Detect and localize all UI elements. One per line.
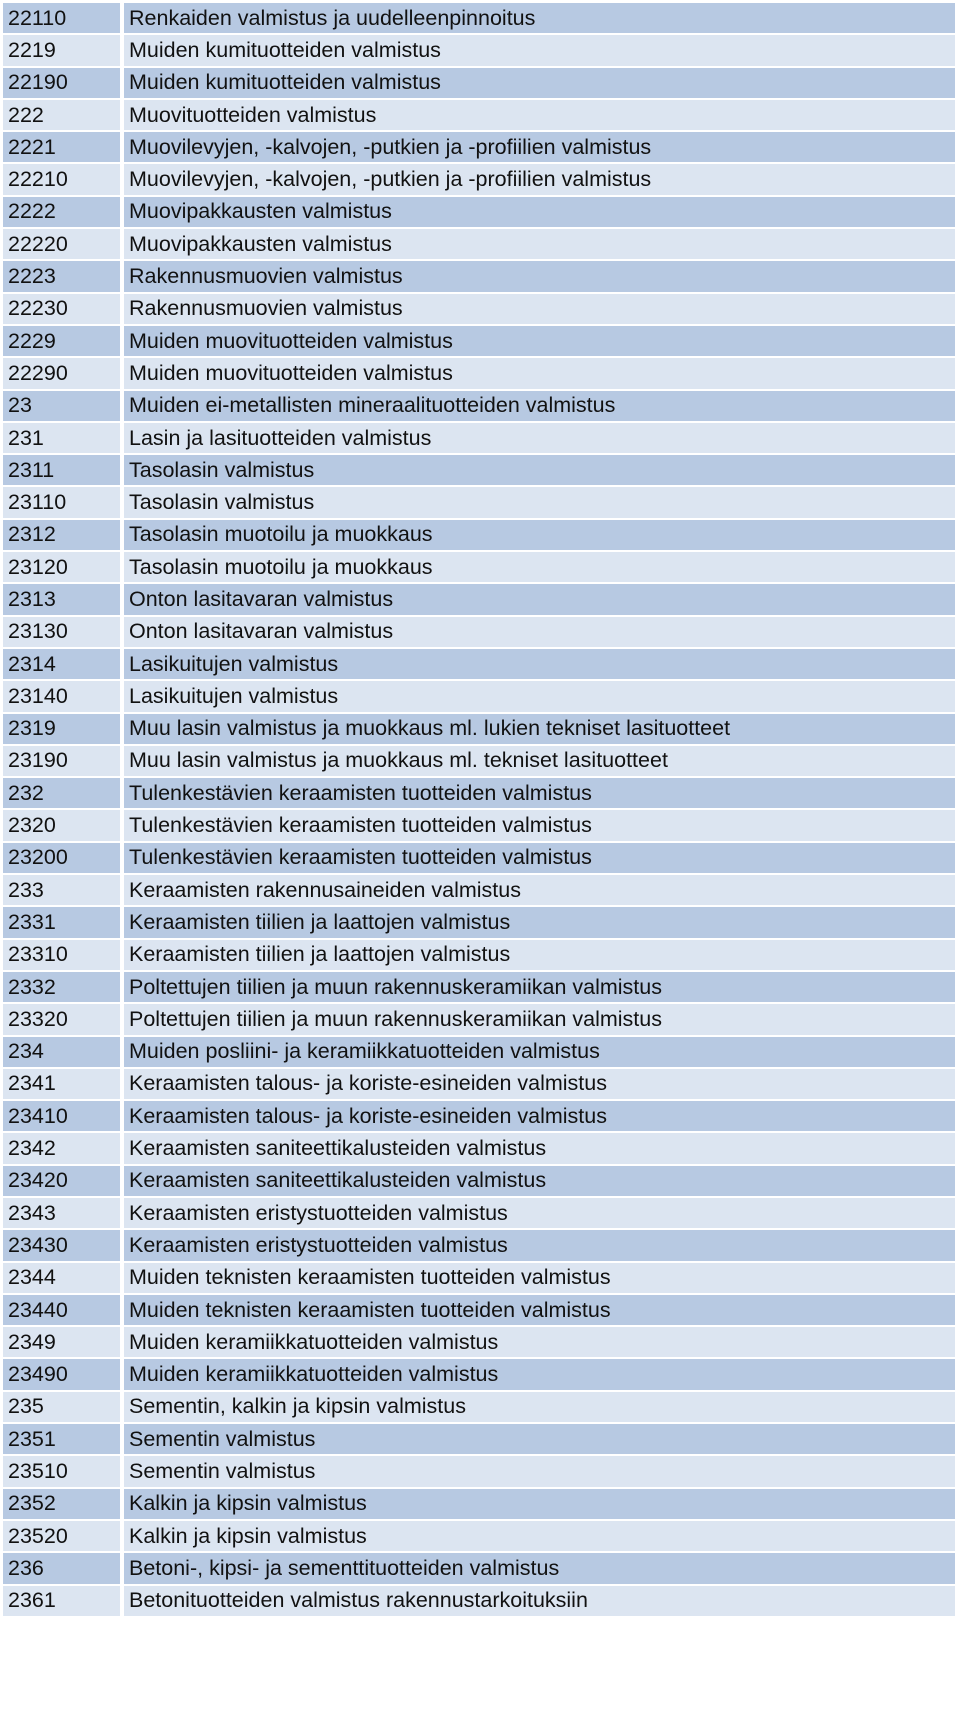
industry-description-cell: Muiden teknisten keraamisten tuotteiden valmistus [124,1263,955,1295]
industry-description-cell: Renkaiden valmistus ja uudelleenpinnoitus [124,3,955,35]
industry-code-cell: 2219 [3,35,124,67]
industry-code-cell: 2229 [3,326,124,358]
table-row [3,164,955,196]
industry-description-cell: Onton lasitavaran valmistus [124,617,955,649]
industry-description-cell: Keraamisten talous- ja koriste-esineiden valmistus [124,1069,955,1101]
industry-description-cell: Muiden muovituotteiden valmistus [124,358,955,390]
industry-code-cell: 23510 [3,1456,124,1488]
table-row [3,1295,955,1327]
table-row [3,972,955,1004]
industry-code-cell: 231 [3,423,124,455]
table-row [3,487,955,519]
industry-description-cell: Keraamisten tiilien ja laattojen valmistus [124,940,955,972]
table-row [3,1198,955,1230]
industry-code-cell: 23 [3,391,124,423]
industry-description-cell: Tasolasin muotoilu ja muokkaus [124,520,955,552]
table-row [3,1133,955,1165]
industry-code-cell: 235 [3,1392,124,1424]
industry-code-cell: 234 [3,1037,124,1069]
table-row [3,1456,955,1488]
table-row [3,875,955,907]
industry-description-cell: Tasolasin valmistus [124,455,955,487]
industry-description-cell: Muovituotteiden valmistus [124,100,955,132]
industry-code-cell: 22290 [3,358,124,390]
industry-description-cell: Tulenkestävien keraamisten tuotteiden valmistus [124,778,955,810]
table-row [3,35,955,67]
industry-code-cell: 23130 [3,617,124,649]
industry-description-cell: Keraamisten saniteettikalusteiden valmistus [124,1133,955,1165]
table-row [3,1359,955,1391]
industry-description-cell: Betoni-, kipsi- ja sementtituotteiden valmistus [124,1553,955,1585]
industry-code-table [3,3,955,1618]
industry-description-cell: Lasikuitujen valmistus [124,681,955,713]
table-row [3,843,955,875]
industry-code-cell: 2311 [3,455,124,487]
table-row [3,1489,955,1521]
industry-code-cell: 23200 [3,843,124,875]
industry-description-cell: Poltettujen tiilien ja muun rakennuskeramiikan valmistus [124,1004,955,1036]
industry-code-cell: 2221 [3,132,124,164]
table-row [3,1586,955,1618]
industry-description-cell: Muiden ei-metallisten mineraalituotteiden valmistus [124,391,955,423]
industry-code-cell: 23110 [3,487,124,519]
table-row [3,358,955,390]
table-row [3,294,955,326]
industry-code-cell: 23430 [3,1230,124,1262]
industry-description-cell: Lasin ja lasituotteiden valmistus [124,423,955,455]
industry-description-cell: Rakennusmuovien valmistus [124,261,955,293]
industry-description-cell: Muovipakkausten valmistus [124,197,955,229]
industry-code-cell: 2312 [3,520,124,552]
table-row [3,552,955,584]
industry-description-cell: Tasolasin muotoilu ja muokkaus [124,552,955,584]
industry-code-cell: 2320 [3,810,124,842]
table-row [3,455,955,487]
industry-code-cell: 22220 [3,229,124,261]
table-row [3,197,955,229]
industry-code-cell: 2352 [3,1489,124,1521]
industry-code-cell: 22210 [3,164,124,196]
table-row [3,940,955,972]
table-row [3,1069,955,1101]
industry-code-cell: 23190 [3,746,124,778]
industry-description-cell: Muu lasin valmistus ja muokkaus ml. lukien tekniset lasituotteet [124,714,955,746]
table-row [3,681,955,713]
table-row [3,326,955,358]
industry-description-cell: Muiden muovituotteiden valmistus [124,326,955,358]
industry-code-cell: 2331 [3,907,124,939]
industry-code-cell: 23410 [3,1101,124,1133]
industry-code-cell: 2332 [3,972,124,1004]
industry-code-cell: 22110 [3,3,124,35]
industry-description-cell: Muiden kumituotteiden valmistus [124,35,955,67]
industry-description-cell: Keraamisten eristystuotteiden valmistus [124,1198,955,1230]
industry-description-cell: Muu lasin valmistus ja muokkaus ml. tekniset lasituotteet [124,746,955,778]
industry-code-cell: 2342 [3,1133,124,1165]
industry-description-cell: Rakennusmuovien valmistus [124,294,955,326]
industry-description-cell: Betonituotteiden valmistus rakennustarkoituksiin [124,1586,955,1618]
industry-code-cell: 2361 [3,1586,124,1618]
industry-description-cell: Muiden teknisten keraamisten tuotteiden valmistus [124,1295,955,1327]
industry-description-cell: Muovipakkausten valmistus [124,229,955,261]
industry-description-cell: Tulenkestävien keraamisten tuotteiden valmistus [124,843,955,875]
industry-code-cell: 222 [3,100,124,132]
industry-code-cell: 22190 [3,68,124,100]
industry-description-cell: Tasolasin valmistus [124,487,955,519]
table-row [3,778,955,810]
table-row [3,1521,955,1553]
table-row [3,1166,955,1198]
industry-code-cell: 236 [3,1553,124,1585]
table-row [3,649,955,681]
industry-description-cell: Muovilevyjen, -kalvojen, -putkien ja -profiilien valmistus [124,132,955,164]
table-row [3,810,955,842]
industry-code-cell: 23440 [3,1295,124,1327]
industry-code-cell: 23520 [3,1521,124,1553]
industry-description-cell: Poltettujen tiilien ja muun rakennuskeramiikan valmistus [124,972,955,1004]
industry-code-cell: 2313 [3,584,124,616]
industry-description-cell: Muovilevyjen, -kalvojen, -putkien ja -profiilien valmistus [124,164,955,196]
industry-description-cell: Sementin valmistus [124,1456,955,1488]
industry-description-cell: Sementin valmistus [124,1424,955,1456]
industry-description-cell: Kalkin ja kipsin valmistus [124,1489,955,1521]
industry-code-cell: 2344 [3,1263,124,1295]
industry-code-cell: 23310 [3,940,124,972]
table-row [3,1424,955,1456]
industry-description-cell: Muiden kumituotteiden valmistus [124,68,955,100]
table-row [3,1392,955,1424]
table-row [3,746,955,778]
industry-code-cell: 233 [3,875,124,907]
industry-code-cell: 23320 [3,1004,124,1036]
table-row [3,584,955,616]
industry-code-cell: 2341 [3,1069,124,1101]
industry-code-cell: 23490 [3,1359,124,1391]
industry-code-cell: 2222 [3,197,124,229]
table-row [3,1263,955,1295]
table-row [3,68,955,100]
table-row [3,3,955,35]
table-row [3,132,955,164]
industry-code-cell: 2319 [3,714,124,746]
table-row [3,1101,955,1133]
industry-code-cell: 2223 [3,261,124,293]
table-row [3,1327,955,1359]
industry-description-cell: Keraamisten tiilien ja laattojen valmistus [124,907,955,939]
industry-code-cell: 232 [3,778,124,810]
industry-code-cell: 2351 [3,1424,124,1456]
table-body [3,3,955,1618]
industry-description-cell: Keraamisten saniteettikalusteiden valmistus [124,1166,955,1198]
industry-code-cell: 23420 [3,1166,124,1198]
table-row [3,907,955,939]
industry-description-cell: Keraamisten eristystuotteiden valmistus [124,1230,955,1262]
industry-description-cell: Muiden posliini- ja keramiikkatuotteiden valmistus [124,1037,955,1069]
table-row [3,1004,955,1036]
industry-description-cell: Tulenkestävien keraamisten tuotteiden valmistus [124,810,955,842]
industry-code-cell: 2349 [3,1327,124,1359]
table-row [3,520,955,552]
industry-description-cell: Keraamisten rakennusaineiden valmistus [124,875,955,907]
table-row [3,617,955,649]
industry-code-cell: 2343 [3,1198,124,1230]
table-row [3,714,955,746]
industry-description-cell: Muiden keramiikkatuotteiden valmistus [124,1359,955,1391]
industry-code-cell: 2314 [3,649,124,681]
industry-description-cell: Sementin, kalkin ja kipsin valmistus [124,1392,955,1424]
industry-description-cell: Keraamisten talous- ja koriste-esineiden valmistus [124,1101,955,1133]
table-row [3,1553,955,1585]
table-row [3,261,955,293]
industry-code-cell: 23120 [3,552,124,584]
table-row [3,1037,955,1069]
industry-description-cell: Kalkin ja kipsin valmistus [124,1521,955,1553]
industry-code-cell: 23140 [3,681,124,713]
table-row [3,229,955,261]
table-row [3,391,955,423]
industry-code-cell: 22230 [3,294,124,326]
table-row [3,1230,955,1262]
industry-description-cell: Lasikuitujen valmistus [124,649,955,681]
industry-description-cell: Muiden keramiikkatuotteiden valmistus [124,1327,955,1359]
industry-description-cell: Onton lasitavaran valmistus [124,584,955,616]
table-row [3,100,955,132]
table-row [3,423,955,455]
